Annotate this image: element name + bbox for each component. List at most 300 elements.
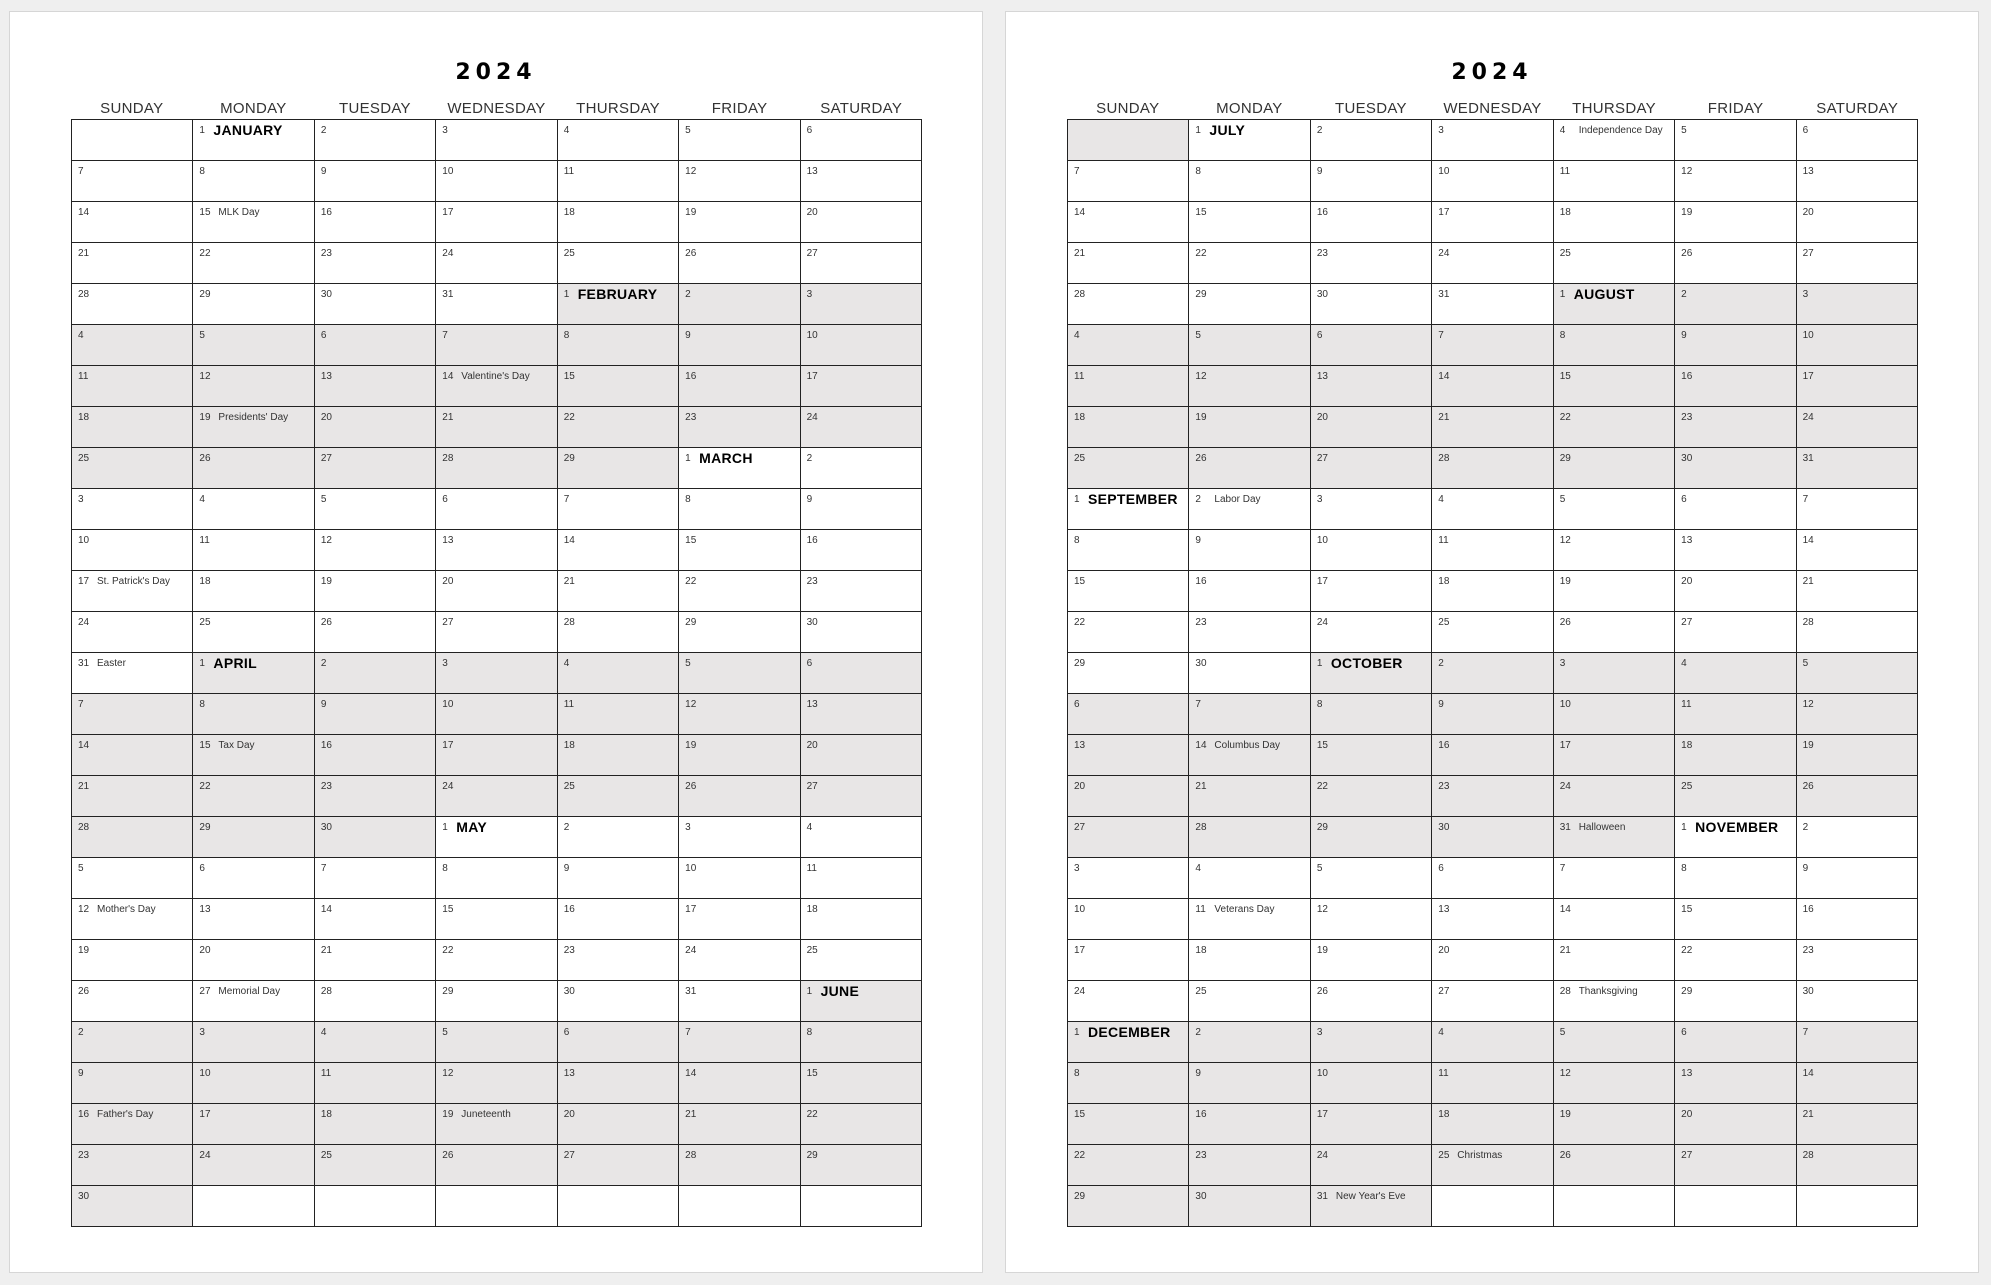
- day-number: 19: [1559, 576, 1571, 587]
- day-cell: [1311, 1186, 1432, 1227]
- day-cell: [436, 1104, 557, 1145]
- day-cell: [558, 858, 679, 899]
- day-number: 20: [1681, 1109, 1693, 1120]
- day-number: 1: [806, 986, 813, 997]
- day-cell: [1554, 530, 1675, 571]
- day-number: 29: [199, 822, 211, 833]
- day-number: 24: [1074, 986, 1086, 997]
- day-number: 28: [685, 1150, 697, 1161]
- day-number: 18: [1438, 1109, 1450, 1120]
- day-number: 8: [1195, 166, 1201, 177]
- day-number: 15: [442, 904, 454, 915]
- day-cell: [1068, 612, 1189, 653]
- day-number: 6: [806, 658, 813, 669]
- day-number: 5: [685, 658, 691, 669]
- empty-day-cell: [193, 1186, 314, 1227]
- day-cell: [1311, 489, 1432, 530]
- day-cell: [1068, 366, 1189, 407]
- day-number: 13: [1681, 535, 1693, 546]
- day-number: 3: [1802, 289, 1809, 300]
- weekday-monday: MONDAY: [1216, 100, 1283, 117]
- day-number: 17: [1316, 1109, 1328, 1120]
- day-number: 26: [1559, 617, 1571, 628]
- day-cell: [1068, 448, 1189, 489]
- day-cell: [1675, 735, 1796, 776]
- day-number: 12: [1559, 535, 1571, 546]
- day-number: 4: [78, 330, 84, 341]
- day-cell: [1068, 325, 1189, 366]
- day-cell: [679, 735, 800, 776]
- day-number: 17: [1074, 945, 1086, 956]
- day-cell: [1675, 858, 1796, 899]
- day-number: 1: [199, 658, 205, 669]
- day-number: 4: [320, 1027, 327, 1038]
- day-number: 12: [685, 166, 697, 177]
- day-number: 7: [78, 699, 84, 710]
- day-cell: [1432, 858, 1553, 899]
- day-cell: [1189, 694, 1310, 735]
- day-cell: [315, 735, 436, 776]
- day-number: 10: [1074, 904, 1086, 915]
- day-number: 5: [1559, 494, 1566, 505]
- day-cell: [1432, 284, 1553, 325]
- day-number: 17: [806, 371, 818, 382]
- day-number: 20: [1802, 207, 1814, 218]
- day-number: 17: [78, 576, 90, 587]
- day-number: 25: [563, 781, 575, 792]
- day-cell: [436, 1022, 557, 1063]
- day-cell: [1189, 776, 1310, 817]
- day-number: 12: [1195, 371, 1207, 382]
- day-cell: [1068, 817, 1189, 858]
- day-cell: [1675, 530, 1796, 571]
- day-number: 8: [1074, 1068, 1080, 1079]
- day-number: 11: [1438, 535, 1449, 546]
- day-number: 9: [78, 1068, 84, 1079]
- day-number: 7: [442, 330, 448, 341]
- day-cell: [1311, 120, 1432, 161]
- day-cell: [801, 694, 922, 735]
- day-cell: [1068, 530, 1189, 571]
- month-label: JULY: [1209, 122, 1246, 138]
- day-cell: [1189, 325, 1310, 366]
- day-cell: [1432, 202, 1553, 243]
- day-cell: [72, 981, 193, 1022]
- day-cell: [315, 407, 436, 448]
- day-number: 16: [1195, 576, 1207, 587]
- day-cell: [436, 448, 557, 489]
- day-cell: [1068, 940, 1189, 981]
- day-number: 24: [1559, 781, 1571, 792]
- day-number: 11: [1438, 1068, 1449, 1079]
- day-cell: [1432, 120, 1553, 161]
- day-number: 7: [1802, 494, 1809, 505]
- day-cell: [801, 161, 922, 202]
- day-cell: [1675, 366, 1796, 407]
- day-number: 3: [442, 125, 448, 136]
- day-cell: [558, 366, 679, 407]
- day-number: 28: [1559, 986, 1571, 997]
- day-cell: [1189, 161, 1310, 202]
- day-cell: [315, 1022, 436, 1063]
- day-number: 29: [199, 289, 211, 300]
- day-number: 24: [78, 617, 90, 628]
- day-cell: [1554, 612, 1675, 653]
- day-cell: [679, 120, 800, 161]
- day-number: 1: [1316, 658, 1323, 669]
- day-number: 1: [1559, 289, 1566, 300]
- day-cell: [436, 202, 557, 243]
- day-number: 20: [806, 740, 818, 751]
- day-number: 2: [78, 1027, 84, 1038]
- day-number: 9: [1802, 863, 1809, 874]
- day-cell: [1554, 120, 1675, 161]
- day-number: 5: [1681, 125, 1687, 136]
- day-number: 10: [1316, 1068, 1328, 1079]
- day-cell: [801, 981, 922, 1022]
- day-cell: [801, 1104, 922, 1145]
- day-cell: [1432, 817, 1553, 858]
- day-cell: [1797, 776, 1918, 817]
- day-cell: [193, 243, 314, 284]
- day-cell: [1068, 981, 1189, 1022]
- day-cell: [1554, 735, 1675, 776]
- day-number: 6: [563, 1027, 570, 1038]
- day-cell: [72, 366, 193, 407]
- day-number: 15: [1074, 1109, 1086, 1120]
- day-number: 16: [1681, 371, 1693, 382]
- day-number: 19: [685, 740, 697, 751]
- day-number: 8: [199, 166, 205, 177]
- day-cell: [1554, 161, 1675, 202]
- day-cell: [1189, 407, 1310, 448]
- day-cell: [801, 243, 922, 284]
- day-number: 18: [563, 740, 575, 751]
- day-cell: [1797, 202, 1918, 243]
- day-cell: [436, 817, 557, 858]
- day-number: 9: [806, 494, 813, 505]
- day-cell: [1189, 1022, 1310, 1063]
- year-title: 2024: [455, 60, 537, 85]
- day-number: 27: [1681, 617, 1693, 628]
- day-cell: [1432, 1145, 1553, 1186]
- day-number: 29: [806, 1150, 818, 1161]
- day-cell: [436, 694, 557, 735]
- calendar-grid: [1067, 119, 1918, 1227]
- day-number: 18: [78, 412, 90, 423]
- day-cell: [436, 858, 557, 899]
- day-cell: [1675, 120, 1796, 161]
- day-cell: [1797, 448, 1918, 489]
- day-cell: [436, 161, 557, 202]
- day-number: 19: [78, 945, 90, 956]
- day-cell: [1797, 120, 1918, 161]
- day-cell: [1675, 653, 1796, 694]
- day-number: 4: [1195, 863, 1201, 874]
- day-number: 21: [78, 248, 90, 259]
- day-number: 5: [442, 1027, 448, 1038]
- day-number: 25: [1559, 248, 1571, 259]
- day-number: 26: [320, 617, 332, 628]
- day-number: 9: [320, 166, 327, 177]
- day-cell: [1189, 1145, 1310, 1186]
- day-cell: [1068, 1186, 1189, 1227]
- day-cell: [72, 1186, 193, 1227]
- day-cell: [72, 530, 193, 571]
- day-cell: [801, 530, 922, 571]
- day-cell: [1675, 694, 1796, 735]
- day-number: 7: [685, 1027, 691, 1038]
- day-number: 24: [806, 412, 818, 423]
- day-cell: [1797, 284, 1918, 325]
- day-cell: [72, 489, 193, 530]
- day-cell: [193, 571, 314, 612]
- empty-day-cell: [1432, 1186, 1553, 1227]
- day-cell: [558, 243, 679, 284]
- day-number: 30: [1195, 658, 1207, 669]
- day-cell: [193, 981, 314, 1022]
- day-number: 15: [1681, 904, 1693, 915]
- day-number: 19: [1559, 1109, 1571, 1120]
- calendar-page-jul-dec: [1005, 11, 1979, 1273]
- day-cell: [193, 407, 314, 448]
- day-number: 17: [1559, 740, 1571, 751]
- day-cell: [193, 1104, 314, 1145]
- day-number: 30: [1195, 1191, 1207, 1202]
- day-number: 18: [1074, 412, 1086, 423]
- day-cell: [1675, 612, 1796, 653]
- day-number: 8: [685, 494, 691, 505]
- day-cell: [1311, 571, 1432, 612]
- day-cell: [436, 899, 557, 940]
- day-cell: [1554, 366, 1675, 407]
- day-cell: [315, 284, 436, 325]
- weekday-tuesday: TUESDAY: [339, 100, 411, 117]
- day-number: 18: [320, 1109, 332, 1120]
- day-number: 30: [78, 1191, 90, 1202]
- day-number: 27: [320, 453, 332, 464]
- day-number: 3: [806, 289, 813, 300]
- day-cell: [315, 530, 436, 571]
- day-cell: [1797, 612, 1918, 653]
- day-number: 20: [1316, 412, 1328, 423]
- day-number: 31: [78, 658, 90, 669]
- day-number: 17: [442, 207, 454, 218]
- day-number: 26: [1802, 781, 1814, 792]
- day-number: 21: [1802, 576, 1814, 587]
- day-cell: [1189, 940, 1310, 981]
- day-number: 18: [563, 207, 575, 218]
- day-number: 14: [78, 207, 90, 218]
- day-number: 7: [1802, 1027, 1809, 1038]
- day-cell: [1311, 407, 1432, 448]
- day-cell: [679, 1063, 800, 1104]
- day-number: 13: [1074, 740, 1086, 751]
- day-number: 26: [1316, 986, 1328, 997]
- day-cell: [1432, 530, 1553, 571]
- day-number: 2: [806, 453, 813, 464]
- day-number: 6: [199, 863, 205, 874]
- day-number: 2: [1802, 822, 1809, 833]
- day-number: 16: [78, 1109, 90, 1120]
- day-cell: [1554, 776, 1675, 817]
- day-number: 22: [563, 412, 575, 423]
- day-cell: [1554, 694, 1675, 735]
- month-label: OCTOBER: [1330, 655, 1403, 671]
- day-cell: [193, 817, 314, 858]
- day-cell: [1675, 1104, 1796, 1145]
- holiday-label: New Year's Eve: [1335, 1191, 1406, 1202]
- day-number: 13: [442, 535, 454, 546]
- day-number: 3: [685, 822, 691, 833]
- day-cell: [1068, 571, 1189, 612]
- day-cell: [1554, 407, 1675, 448]
- day-number: 24: [442, 781, 454, 792]
- day-number: 9: [1316, 166, 1323, 177]
- day-cell: [801, 1063, 922, 1104]
- day-number: 9: [320, 699, 327, 710]
- day-cell: [1311, 1063, 1432, 1104]
- day-number: 26: [1681, 248, 1693, 259]
- day-cell: [1068, 1022, 1189, 1063]
- day-number: 22: [199, 781, 211, 792]
- day-cell: [1797, 1145, 1918, 1186]
- day-cell: [193, 899, 314, 940]
- day-number: 4: [199, 494, 205, 505]
- day-number: 31: [1438, 289, 1450, 300]
- day-number: 28: [1438, 453, 1450, 464]
- day-cell: [1675, 202, 1796, 243]
- day-number: 16: [320, 207, 332, 218]
- day-number: 31: [1559, 822, 1571, 833]
- day-cell: [1797, 940, 1918, 981]
- day-cell: [801, 448, 922, 489]
- day-cell: [436, 489, 557, 530]
- day-number: 11: [806, 863, 817, 874]
- day-cell: [558, 940, 679, 981]
- day-cell: [72, 243, 193, 284]
- day-number: 4: [1681, 658, 1687, 669]
- day-number: 11: [563, 166, 575, 177]
- day-cell: [315, 489, 436, 530]
- day-cell: [1432, 899, 1553, 940]
- day-number: 6: [320, 330, 327, 341]
- day-number: 13: [563, 1068, 575, 1079]
- day-cell: [1189, 120, 1310, 161]
- day-number: 20: [199, 945, 211, 956]
- day-number: 19: [320, 576, 332, 587]
- day-number: 23: [1802, 945, 1814, 956]
- day-number: 14: [442, 371, 454, 382]
- day-number: 29: [1195, 289, 1207, 300]
- day-number: 20: [806, 207, 818, 218]
- day-cell: [679, 489, 800, 530]
- day-number: 5: [1316, 863, 1323, 874]
- holiday-label: Labor Day: [1214, 494, 1261, 505]
- day-cell: [193, 1063, 314, 1104]
- day-number: 23: [1195, 617, 1207, 628]
- day-number: 24: [199, 1150, 211, 1161]
- day-number: 14: [1438, 371, 1450, 382]
- day-number: 12: [1316, 904, 1328, 915]
- day-cell: [315, 366, 436, 407]
- day-number: 29: [1316, 822, 1328, 833]
- day-cell: [193, 489, 314, 530]
- day-cell: [801, 120, 922, 161]
- day-number: 11: [199, 535, 210, 546]
- day-cell: [1797, 325, 1918, 366]
- day-number: 21: [685, 1109, 697, 1120]
- day-cell: [1797, 858, 1918, 899]
- day-cell: [558, 1063, 679, 1104]
- day-number: 30: [563, 986, 575, 997]
- day-number: 9: [1438, 699, 1444, 710]
- day-cell: [1675, 448, 1796, 489]
- day-number: 17: [1316, 576, 1328, 587]
- weekday-thursday: THURSDAY: [1572, 100, 1656, 117]
- day-number: 28: [442, 453, 454, 464]
- weekday-wednesday: WEDNESDAY: [1443, 100, 1542, 117]
- day-cell: [436, 530, 557, 571]
- day-number: 13: [320, 371, 332, 382]
- day-cell: [1189, 858, 1310, 899]
- day-number: 3: [199, 1027, 205, 1038]
- day-cell: [1311, 325, 1432, 366]
- year-title: 2024: [1451, 60, 1533, 85]
- day-cell: [558, 694, 679, 735]
- day-number: 27: [563, 1150, 575, 1161]
- day-cell: [1554, 940, 1675, 981]
- day-number: 14: [1802, 535, 1814, 546]
- day-cell: [315, 612, 436, 653]
- day-cell: [1189, 817, 1310, 858]
- day-number: 21: [1438, 412, 1450, 423]
- day-cell: [436, 1063, 557, 1104]
- day-cell: [558, 1104, 679, 1145]
- day-number: 21: [1195, 781, 1207, 792]
- day-number: 22: [1316, 781, 1328, 792]
- day-number: 20: [442, 576, 454, 587]
- day-number: 30: [320, 822, 332, 833]
- day-cell: [193, 612, 314, 653]
- holiday-label: Father's Day: [97, 1109, 154, 1120]
- day-number: 14: [1074, 207, 1086, 218]
- day-number: 23: [320, 248, 332, 259]
- day-cell: [1311, 694, 1432, 735]
- day-cell: [315, 899, 436, 940]
- day-cell: [1068, 858, 1189, 899]
- day-number: 7: [563, 494, 570, 505]
- day-number: 30: [1681, 453, 1693, 464]
- day-number: 23: [1195, 1150, 1207, 1161]
- day-cell: [1797, 694, 1918, 735]
- day-cell: [193, 202, 314, 243]
- day-number: 24: [1438, 248, 1450, 259]
- month-label: APRIL: [213, 655, 257, 671]
- day-number: 15: [563, 371, 575, 382]
- day-number: 15: [1074, 576, 1086, 587]
- day-cell: [1675, 1022, 1796, 1063]
- day-cell: [558, 284, 679, 325]
- day-number: 27: [1802, 248, 1814, 259]
- day-number: 25: [1438, 1150, 1450, 1161]
- day-number: 16: [563, 904, 575, 915]
- weekday-tuesday: TUESDAY: [1335, 100, 1407, 117]
- day-number: 3: [1316, 494, 1323, 505]
- day-cell: [1311, 1145, 1432, 1186]
- day-cell: [1675, 1063, 1796, 1104]
- day-number: 14: [1195, 740, 1207, 751]
